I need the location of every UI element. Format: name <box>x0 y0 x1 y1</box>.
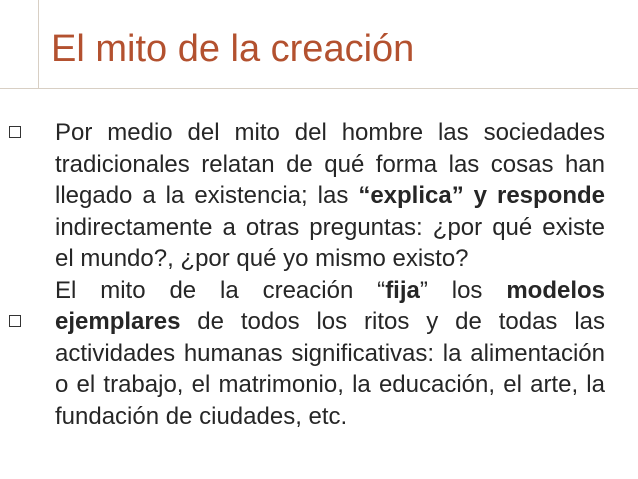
slide-body <box>55 117 605 432</box>
bullet-2-text-end: de todos los ritos y de todas las actividades humanas significativas: la alimentación o el trabajo, el matrimonio, la educación, el arte, la fundación de ciudades, etc. <box>55 308 605 430</box>
bullet-item-2 <box>55 275 605 433</box>
bullet-square-icon <box>9 126 21 138</box>
bullet-1-bold: “explica” y responde <box>358 182 606 209</box>
bullet-2-bold-fija: fija <box>385 276 420 304</box>
bullet-2-text-mid: ” los <box>419 276 507 304</box>
bottom-clip <box>0 472 638 479</box>
bullet-1-text: Por medio del mito del hombre las sociedades tradicionales relatan de qué forma las cosas han llegado a la existencia; las <box>55 119 605 209</box>
decorative-vertical-line <box>38 0 39 88</box>
bullet-2-text: El mito de la creación “ <box>55 276 386 304</box>
bullet-1-text-end: indirectamente a otras preguntas: ¿por qué existe el mundo?, ¿por qué yo mismo existo? <box>55 213 605 272</box>
decorative-horizontal-line <box>0 88 638 89</box>
bullet-square-icon <box>9 315 21 327</box>
slide-title: El mito de la creación <box>51 28 415 70</box>
bullet-2-bold-modelos: modelos ejemplares <box>55 276 605 335</box>
bullet-item-1 <box>55 117 605 275</box>
